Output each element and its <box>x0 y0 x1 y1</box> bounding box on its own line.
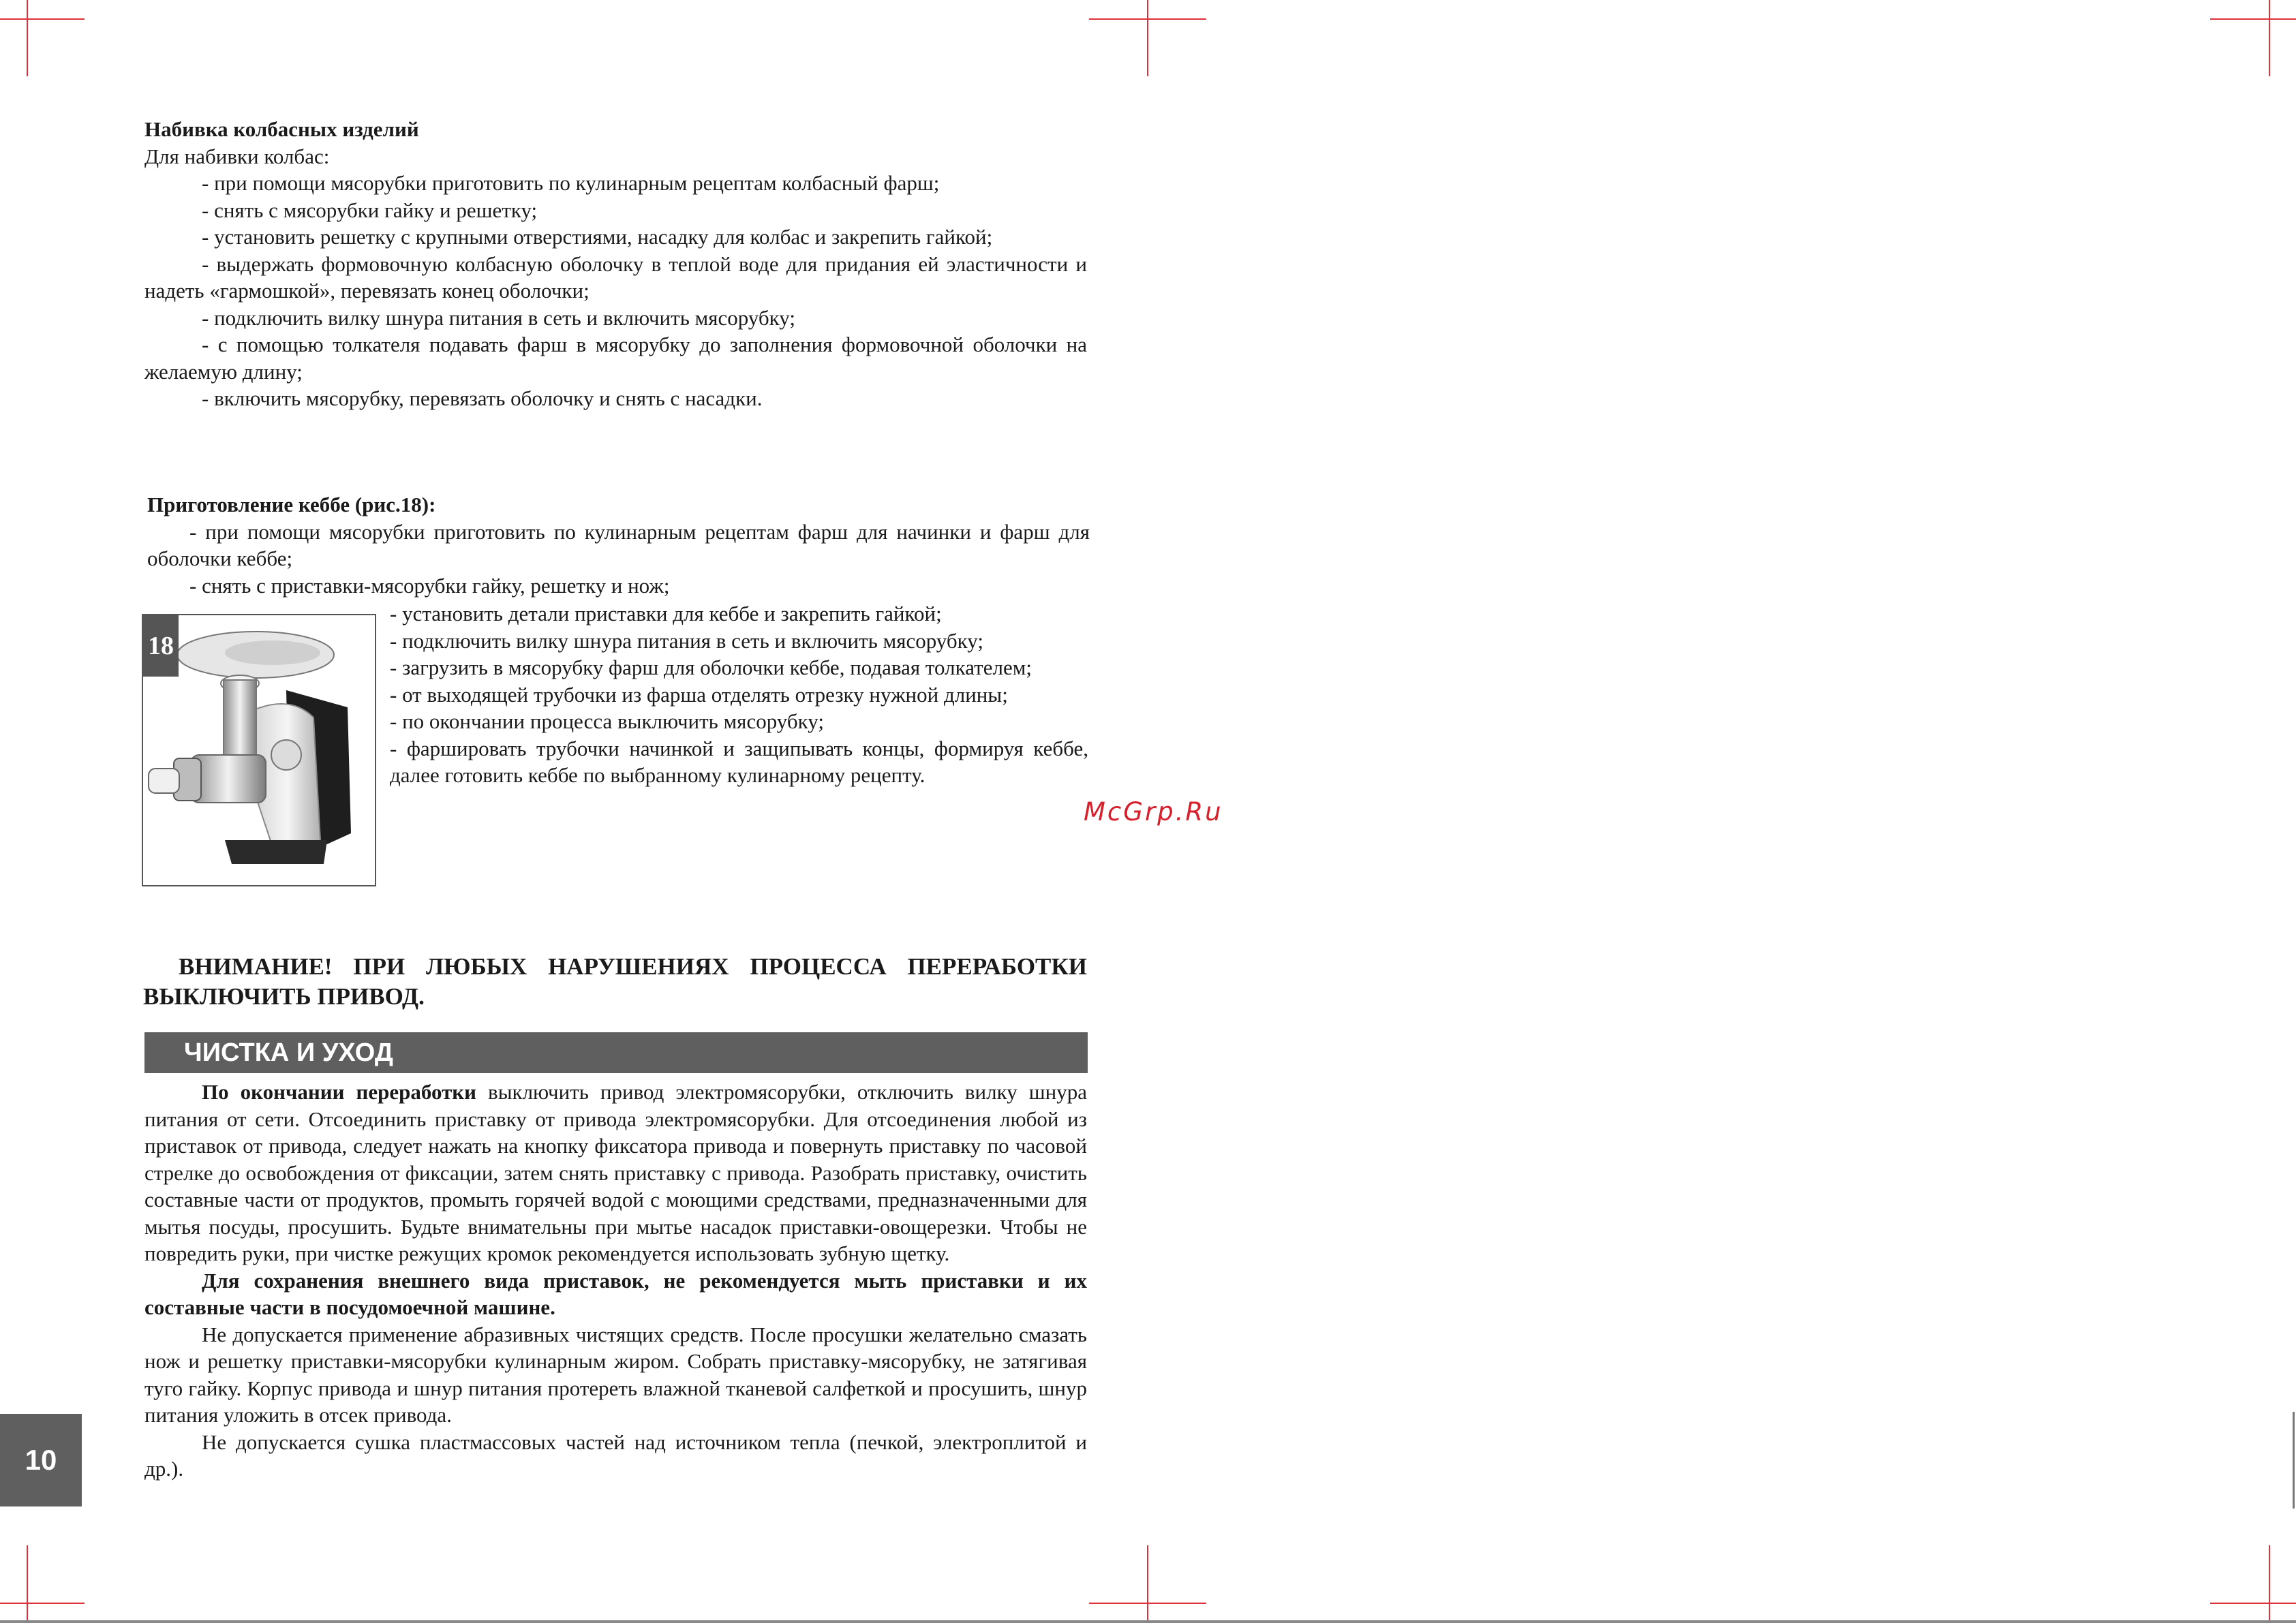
bold-lead: По окончании переработки <box>202 1080 477 1104</box>
kebbe-steps <box>390 600 1088 789</box>
list-item: - по окончании процесса выключить мясорубку; <box>390 709 824 733</box>
edge-bar <box>2293 1412 2295 1509</box>
care-paragraph: Не допускается применение абразивных чистящих средств. После просушки желательно смазать нож и решетку приставки-мясорубки кулинарным жиром. Собрать приставку-мясорубку, не затягивая туго гайку. Корпус привода и шнур питания протереть влажной тканевой салфеткой и просушить, шнур питания уложить в отсек привода. <box>144 1322 1087 1427</box>
section-title: Набивка колбасных изделий <box>144 117 419 141</box>
crop-mark <box>2210 1603 2296 1604</box>
section-heading-bar: ЧИСТКА И УХОД <box>144 1032 1088 1073</box>
list-item: - от выходящей трубочки из фарша отделять отрезку нужной длины; <box>390 682 1008 707</box>
page-number: 10 <box>0 1414 82 1506</box>
warning-text <box>143 952 1087 1012</box>
care-paragraph: Не допускается сушка пластмассовых частей над источником тепла (печкой, электроплитой и др.). <box>144 1429 1087 1481</box>
paragraph-text: выключить привод электромясорубки, отключить вилку шнура питания от сети. Отсоединить приставку от привода электромясорубки. Для отсоединения любой из приставок от привода, следует нажать на кнопку фиксатора привода и повернуть приставку по часовой стрелке до освобождения от фиксации, затем снять приставку с привода. Разобрать приставку, очистить составные части от продуктов, промыть горячей водой с моющими средствами, предназначенными для мытья посуды, просушить. Будьте внимательны при мытье насадок приставки-овощерезки. Чтобы не повредить руки, при чистке режущих кромок рекомендуется использовать зубную щетку. <box>144 1080 1087 1265</box>
list-item: - с помощью толкателя подавать фарш в мясорубку до заполнения формовочной оболочки на желаемую длину; <box>144 333 1087 384</box>
figure-number: 18 <box>143 615 179 677</box>
crop-mark <box>2269 0 2270 76</box>
list-item: - установить решетку с крупными отверстиями, насадку для колбас и закрепить гайкой; <box>202 225 993 249</box>
crop-mark <box>2269 1545 2270 1620</box>
care-section <box>144 1079 1087 1483</box>
crop-mark <box>27 0 28 76</box>
crop-mark <box>1147 1545 1148 1620</box>
sausage-section <box>144 116 1087 412</box>
list-item: - установить детали приставки для кеббе и закрепить гайкой; <box>390 602 942 625</box>
care-paragraph-bold: Для сохранения внешнего вида приставок, не рекомендуется мыть приставки и их составные части в посудомоечной машине. <box>144 1268 1087 1319</box>
crop-mark <box>2210 18 2296 20</box>
crop-mark <box>0 1603 85 1604</box>
figure-18 <box>142 614 376 886</box>
list-item: - снять с мясорубки гайку и решетку; <box>202 198 538 222</box>
list-item: - включить мясорубку, перевязать оболочку и снять с насадки. <box>202 386 763 410</box>
list-item: - фаршировать трубочки начинкой и защипывать концы, формируя кеббе, далее готовить кеббе по выбранному кулинарному рецепту. <box>390 736 1088 787</box>
list-item: - при помощи мясорубки приготовить по кулинарным рецептам фарш для начинки и фарш для оболочки кеббе; <box>147 519 1090 570</box>
care-paragraph <box>144 1079 1087 1267</box>
intro-text: Для набивки колбас: <box>144 144 330 168</box>
list-item: - при помощи мясорубки приготовить по кулинарным рецептам колбасный фарш; <box>202 171 940 195</box>
list-item: - снять с приставки-мясорубки гайку, решетку и нож; <box>189 573 670 598</box>
crop-mark <box>1147 0 1148 76</box>
warning-label: ВНИМАНИЕ! ПРИ ЛЮБЫХ НАРУШЕНИЯХ ПРОЦЕССА ПЕРЕРАБОТКИ ВЫКЛЮЧИТЬ ПРИВОД. <box>143 953 1087 1010</box>
list-item: - подключить вилку шнура питания в сеть и включить мясорубку; <box>202 305 795 330</box>
list-item: - выдержать формовочную колбасную оболочку в теплой воде для придания ей эластичности и надеть «гармошкой», перевязать конец оболочки; <box>144 251 1087 303</box>
list-item: - подключить вилку шнура питания в сеть и включить мясорубку; <box>390 628 983 653</box>
crop-mark <box>1089 18 1206 20</box>
kebbe-section <box>147 491 1090 599</box>
crop-mark <box>1089 1603 1206 1604</box>
watermark: McGrp.Ru <box>1084 797 1223 826</box>
list-item: - загрузить в мясорубку фарш для оболочки кеббе, подавая толкателем; <box>390 655 1032 679</box>
crop-mark <box>0 18 85 20</box>
crop-mark <box>27 1545 28 1620</box>
page-bottom-rule <box>0 1620 2296 1623</box>
section-title: Приготовление кеббе (рис.18): <box>147 493 436 516</box>
